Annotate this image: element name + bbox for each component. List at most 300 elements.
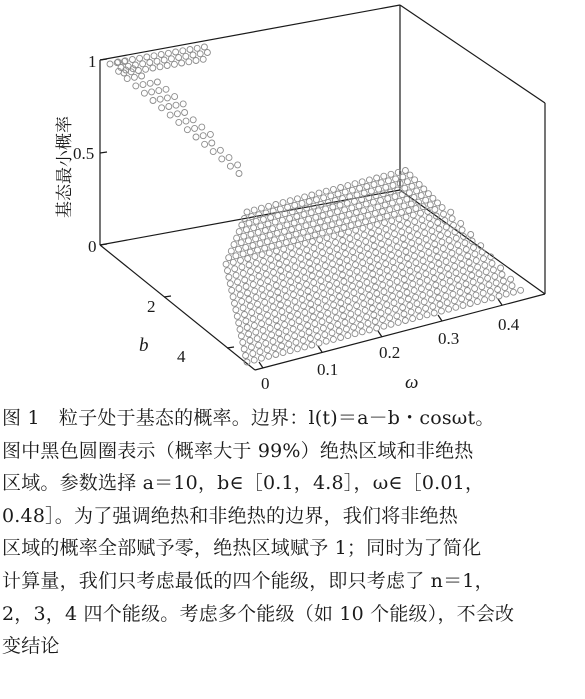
- lower-point: [336, 328, 342, 334]
- lower-point: [284, 259, 290, 265]
- lower-point: [259, 252, 265, 258]
- lower-point: [391, 265, 397, 271]
- lower-point: [423, 236, 429, 242]
- lower-point: [508, 276, 514, 282]
- lower-point: [346, 229, 352, 235]
- lower-point: [483, 269, 489, 275]
- lower-point: [262, 299, 268, 305]
- lower-point: [301, 303, 307, 309]
- lower-point: [233, 307, 239, 313]
- lower-point: [243, 284, 249, 290]
- lower-point: [329, 330, 335, 336]
- lower-point: [386, 239, 392, 245]
- lower-point: [330, 261, 336, 267]
- lower-point: [259, 321, 265, 327]
- lower-point: [363, 201, 369, 207]
- lower-point: [227, 281, 233, 287]
- lower-point: [410, 316, 416, 322]
- lower-point: [256, 342, 262, 348]
- lower-point: [276, 261, 282, 267]
- lower-point: [371, 182, 377, 188]
- lower-point: [357, 247, 363, 253]
- lower-point: [238, 240, 244, 246]
- caption-line: 2，3，4 四个能级。考虑多个能级（如 10 个能级），不会改: [2, 602, 515, 625]
- lower-point: [253, 218, 259, 224]
- upper-point: [182, 110, 188, 116]
- lower-point: [419, 251, 425, 257]
- lower-point: [281, 246, 287, 252]
- lower-point: [268, 291, 274, 297]
- lower-point: [462, 274, 468, 280]
- omega-tick-label: 0.4: [498, 315, 520, 334]
- lower-point: [396, 250, 402, 256]
- caption-line: 区域的概率全部赋予零，绝热区域赋予 1；同时为了简化: [2, 537, 482, 560]
- lower-point: [305, 234, 311, 240]
- lower-point: [309, 192, 315, 198]
- lower-point: [401, 277, 407, 283]
- lower-point: [280, 315, 286, 321]
- lower-point: [365, 320, 371, 326]
- lower-point: [423, 271, 429, 277]
- lower-point: [240, 305, 246, 311]
- lower-point: [343, 251, 349, 257]
- lower-point: [269, 243, 275, 249]
- lower-point: [385, 178, 391, 184]
- lower-point: [360, 225, 366, 231]
- lower-point: [260, 293, 266, 299]
- lower-point: [425, 243, 431, 249]
- lower-point: [328, 254, 334, 260]
- lower-point: [428, 297, 434, 303]
- lower-point: [430, 234, 436, 240]
- lower-point: [401, 203, 407, 209]
- upper-point: [157, 64, 163, 70]
- lower-point: [357, 185, 363, 191]
- lower-point: [467, 301, 473, 307]
- lower-point: [400, 236, 406, 242]
- upper-point: [186, 59, 192, 65]
- upper-point: [180, 101, 186, 107]
- lower-point: [234, 313, 240, 319]
- lower-point: [413, 206, 419, 212]
- right-top-edge: [400, 5, 545, 103]
- lower-point: [459, 227, 465, 233]
- lower-point: [310, 314, 316, 320]
- lower-point: [384, 233, 390, 239]
- lower-point: [305, 288, 311, 294]
- lower-point: [385, 308, 391, 314]
- lower-point: [324, 269, 330, 275]
- lower-point: [443, 224, 449, 230]
- lower-point: [371, 312, 377, 318]
- lower-point: [279, 235, 285, 241]
- lower-point: [274, 230, 280, 236]
- lower-point: [281, 281, 287, 287]
- lower-point: [231, 242, 237, 248]
- lower-point: [292, 202, 298, 208]
- upper-point: [179, 60, 185, 66]
- lower-point: [356, 316, 362, 322]
- lower-point: [245, 256, 251, 262]
- lower-point: [358, 253, 364, 259]
- lower-point: [237, 326, 243, 332]
- lower-point: [282, 253, 288, 259]
- lower-point: [239, 298, 245, 304]
- lower-point: [323, 206, 329, 212]
- upper-point: [193, 58, 199, 64]
- lower-point: [454, 276, 460, 282]
- lower-point: [381, 254, 387, 260]
- lower-point: [363, 219, 369, 225]
- lower-point: [396, 216, 402, 222]
- lower-point: [280, 350, 286, 356]
- lower-point: [299, 331, 305, 337]
- lower-point: [253, 329, 259, 335]
- lower-point: [387, 315, 393, 321]
- upper-point: [202, 141, 208, 147]
- lower-point: [291, 257, 297, 263]
- lower-point: [274, 248, 280, 254]
- lower-point: [277, 337, 283, 343]
- lower-point: [373, 193, 379, 199]
- lower-point: [380, 209, 386, 215]
- lower-point: [368, 265, 374, 271]
- lower-point: [380, 248, 386, 254]
- upper-point: [236, 171, 242, 177]
- lower-point: [421, 299, 427, 305]
- lower-point: [417, 279, 423, 285]
- lower-point: [473, 258, 479, 264]
- lower-point: [444, 300, 450, 306]
- lower-point: [322, 224, 328, 230]
- lower-point: [298, 218, 304, 224]
- lower-point: [377, 215, 383, 221]
- lower-point: [394, 205, 400, 211]
- lower-point: [338, 300, 344, 306]
- upper-point: [200, 133, 206, 139]
- lower-point: [391, 211, 397, 217]
- lower-point: [479, 284, 485, 290]
- lower-point: [266, 284, 272, 290]
- lower-point: [348, 311, 354, 317]
- lower-point: [393, 237, 399, 243]
- lower-point: [319, 230, 325, 236]
- lower-point: [495, 287, 501, 293]
- upper-point: [131, 74, 137, 80]
- lower-point: [325, 310, 331, 316]
- lower-point: [278, 268, 284, 274]
- lower-point: [402, 242, 408, 248]
- lower-point: [317, 237, 323, 243]
- lower-point: [264, 239, 270, 245]
- lower-point: [445, 265, 451, 271]
- lower-point: [270, 226, 276, 232]
- lower-point: [384, 213, 390, 219]
- lower-point: [284, 335, 290, 341]
- lower-point: [510, 289, 516, 295]
- lower-point: [419, 217, 425, 223]
- lower-point: [234, 235, 240, 241]
- lower-point: [459, 261, 465, 267]
- upper-point: [163, 86, 169, 92]
- lower-point: [384, 302, 390, 308]
- lower-point: [269, 263, 275, 269]
- lower-point: [333, 315, 339, 321]
- lower-point: [244, 325, 250, 331]
- lower-point: [356, 240, 362, 246]
- upper-point: [197, 51, 203, 57]
- lower-point: [390, 259, 396, 265]
- lower-point: [332, 308, 338, 314]
- lower-point: [245, 290, 251, 296]
- lower-point: [258, 205, 264, 211]
- lower-point: [423, 197, 429, 203]
- lower-point: [294, 270, 300, 276]
- lower-point: [458, 255, 464, 261]
- lower-point: [376, 263, 382, 269]
- lower-point: [286, 307, 292, 313]
- lower-point: [441, 287, 447, 293]
- lower-point: [374, 291, 380, 297]
- lower-point: [358, 322, 364, 328]
- upper-point: [201, 44, 207, 50]
- lower-point: [371, 278, 377, 284]
- lower-point: [327, 228, 333, 234]
- lower-point: [273, 352, 279, 358]
- lower-point: [308, 210, 314, 216]
- lower-point: [302, 194, 308, 200]
- lower-point: [443, 259, 449, 265]
- lower-point: [472, 286, 478, 292]
- lower-point: [344, 200, 350, 206]
- lower-point: [269, 297, 275, 303]
- lower-point: [265, 278, 271, 284]
- lower-point: [246, 331, 252, 337]
- lower-point: [247, 249, 253, 255]
- upper-point: [150, 98, 156, 104]
- lower-point: [421, 186, 427, 192]
- lower-point: [413, 225, 419, 231]
- lower-point: [391, 300, 397, 306]
- lower-point: [298, 290, 304, 296]
- lower-point: [383, 261, 389, 267]
- lower-point: [448, 209, 454, 215]
- upper-point: [159, 105, 165, 111]
- lower-point: [355, 309, 361, 315]
- lower-point: [297, 324, 303, 330]
- lower-point: [436, 295, 442, 301]
- lower-point: [331, 267, 337, 273]
- lower-point: [263, 306, 269, 312]
- lower-point: [407, 234, 413, 240]
- lower-point: [267, 325, 273, 331]
- lower-point: [397, 291, 403, 297]
- lower-point: [344, 257, 350, 263]
- lower-point: [329, 295, 335, 301]
- lower-point: [262, 245, 268, 251]
- upper-point: [147, 80, 153, 86]
- lower-point: [459, 296, 465, 302]
- lower-point: [242, 312, 248, 318]
- lower-point: [327, 248, 333, 254]
- lower-point: [322, 263, 328, 269]
- lower-point: [232, 266, 238, 272]
- lower-point: [306, 216, 312, 222]
- lower-point: [250, 316, 256, 322]
- upper-point: [168, 56, 174, 62]
- lower-point: [307, 260, 313, 266]
- lower-point: [412, 253, 418, 259]
- lower-point: [469, 273, 475, 279]
- lower-point: [388, 321, 394, 327]
- lower-point: [473, 292, 479, 298]
- lower-point: [440, 280, 446, 286]
- lower-point: [399, 209, 405, 215]
- lower-point: [379, 317, 385, 323]
- lower-point: [351, 290, 357, 296]
- lower-point: [404, 255, 410, 261]
- lower-point: [332, 198, 338, 204]
- lower-point: [277, 224, 283, 230]
- lower-point: [458, 220, 464, 226]
- lower-point: [426, 284, 432, 290]
- lower-point: [287, 348, 293, 354]
- lower-point: [372, 319, 378, 325]
- lower-point: [253, 236, 259, 242]
- lower-point: [331, 233, 337, 239]
- lower-point: [480, 290, 486, 296]
- lower-point: [399, 229, 405, 235]
- lower-point: [368, 206, 374, 212]
- lower-point: [301, 268, 307, 274]
- lower-point: [317, 271, 323, 277]
- lower-point: [375, 204, 381, 210]
- lower-point: [447, 278, 453, 284]
- lower-point: [376, 228, 382, 234]
- lower-point: [287, 313, 293, 319]
- lower-point: [374, 325, 380, 331]
- lower-point: [283, 240, 289, 246]
- lower-point: [489, 295, 495, 301]
- lower-point: [306, 295, 312, 301]
- lower-point: [257, 314, 263, 320]
- lower-point: [403, 214, 409, 220]
- lower-point: [310, 221, 316, 227]
- lower-point: [387, 280, 393, 286]
- lower-point: [355, 275, 361, 281]
- lower-point: [451, 222, 457, 228]
- lower-point: [435, 220, 441, 226]
- upper-point: [173, 102, 179, 108]
- lower-point: [294, 346, 300, 352]
- upper-point: [176, 55, 182, 61]
- lower-point: [490, 267, 496, 273]
- lower-point: [417, 314, 423, 320]
- lower-point: [308, 227, 314, 233]
- lower-plateau-points: [223, 168, 523, 366]
- upper-point: [140, 82, 146, 88]
- lower-point: [355, 221, 361, 227]
- lower-point: [226, 274, 232, 280]
- upper-point: [219, 156, 225, 162]
- lower-point: [325, 276, 331, 282]
- lower-point: [388, 287, 394, 293]
- lower-point: [413, 260, 419, 266]
- lower-point: [298, 255, 304, 261]
- b-tick-label: 4: [177, 347, 186, 366]
- lower-point: [303, 316, 309, 322]
- lower-point: [377, 235, 383, 241]
- lower-point: [295, 277, 301, 283]
- lower-point: [400, 174, 406, 180]
- lower-point: [407, 268, 413, 274]
- lower-point: [247, 338, 253, 344]
- caption-line: 图中黑色圆圈表示（概率大于 99%）绝热区域和非绝热: [2, 439, 474, 462]
- lower-point: [306, 329, 312, 335]
- lower-point: [346, 211, 352, 217]
- lower-point: [474, 299, 480, 305]
- upper-point: [141, 90, 147, 96]
- lower-point: [395, 319, 401, 325]
- upper-point: [235, 162, 241, 168]
- omega-tick: [259, 362, 263, 368]
- lower-point: [240, 251, 246, 257]
- lower-point: [230, 294, 236, 300]
- lower-point: [393, 272, 399, 278]
- lower-point: [363, 273, 369, 279]
- upper-point: [176, 119, 182, 125]
- lower-point: [315, 208, 321, 214]
- upper-point: [164, 63, 170, 69]
- lower-point: [348, 242, 354, 248]
- lower-point: [352, 181, 358, 187]
- lower-point: [321, 291, 327, 297]
- lower-point: [369, 306, 375, 312]
- lower-point: [284, 222, 290, 228]
- lower-point: [303, 223, 309, 229]
- lower-point: [240, 270, 246, 276]
- lower-point: [314, 258, 320, 264]
- lower-point: [258, 223, 264, 229]
- lower-point: [327, 282, 333, 288]
- lower-point: [342, 320, 348, 326]
- upper-point: [207, 131, 213, 137]
- lower-point: [499, 272, 505, 278]
- lower-point: [493, 280, 499, 286]
- lower-point: [323, 188, 329, 194]
- lower-point: [282, 287, 288, 293]
- lower-point: [339, 307, 345, 313]
- lower-point: [394, 313, 400, 319]
- lower-point: [377, 269, 383, 275]
- lower-point: [438, 308, 444, 314]
- lower-point: [400, 270, 406, 276]
- lower-point: [236, 246, 242, 252]
- lower-point: [238, 333, 244, 339]
- lower-point: [366, 177, 372, 183]
- upper-point: [161, 57, 167, 63]
- lower-point: [354, 268, 360, 274]
- upper-point: [180, 48, 186, 54]
- lower-point: [398, 298, 404, 304]
- lower-point: [388, 171, 394, 177]
- lower-point: [420, 258, 426, 264]
- lower-point: [405, 221, 411, 227]
- lower-point: [323, 304, 329, 310]
- caption-line: 图 1 粒子处于基态的概率。边界：l(t)＝a－b・cosωt。: [2, 407, 495, 429]
- lower-point: [349, 187, 355, 193]
- lower-point: [401, 311, 407, 317]
